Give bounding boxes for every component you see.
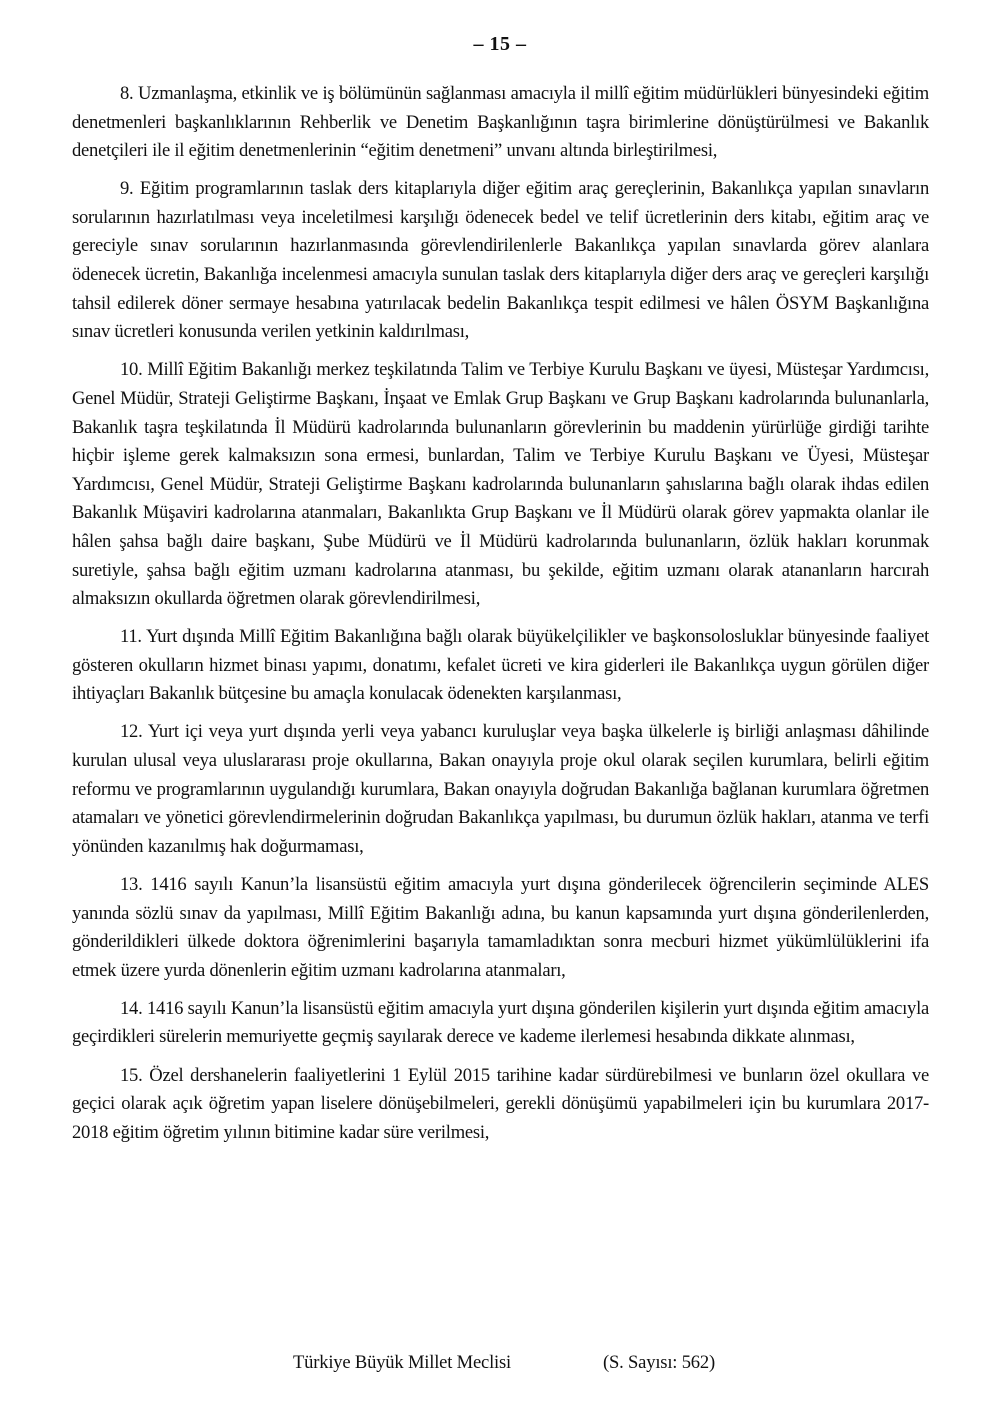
page-number: – 15 –: [473, 33, 527, 55]
paragraph-item-14: [72, 995, 929, 1052]
paragraph-item-15: [72, 1062, 929, 1148]
paragraph-text: Eğitim programlarının taslak ders kitaplarıyla diğer eğitim araç gereçlerinin, Bakanlıkça yapılan sınavların sorularının hazırlatılması veya inceletilmesi karşılığı ödenecek bedel ve telif ücretlerinin ders kitabı, eğitim araç ve gereciyle sınav sorularının hazırlanmasında görevlendirilenlerle Bakanlıkça yapılan sınavlarda görev alanlara ödenecek ücretin, Bakanlığa incelenmesi amacıyla sunulan taslak ders kitaplarıyla diğer ders araç ve gereçleri karşılığı tahsil edilerek döner sermaye hesabına yatırılacak bedelin Bakanlıkça tespit edilmesi ve hâlen ÖSYM Başkanlığına sınav ücretleri konusunda verilen yetkinin kaldırılması,: [72, 178, 929, 343]
paragraph-item-13: [72, 871, 929, 985]
paragraph-number: 9.: [120, 178, 134, 200]
paragraph-number: 15.: [120, 1064, 143, 1086]
paragraph-number: 10.: [120, 359, 143, 381]
paragraph-number: 13.: [120, 873, 143, 895]
paragraph-text: Yurt dışında Millî Eğitim Bakanlığına bağlı olarak büyükelçilikler ve başkonsolosluklar bünyesinde faaliyet gösteren okulların hizmet binası yapımı, donatımı, kefalet ücreti ve kira giderleri ile Bakanlıkça uygun görülen diğer ihtiyaçları Bakanlık bütçesine bu amaçla konulacak ödenekten karşılanması,: [72, 626, 929, 705]
paragraph-text: Uzmanlaşma, etkinlik ve iş bölümünün sağlanması amacıyla il millî eğitim müdürlükleri bünyesindeki eğitim denetmenleri başkanlıklarının Rehberlik ve Denetim Başkanlığının taşra birimlerine dönüştürülmesi ve Bakanlık denetçileri ile il eğitim denetmenlerinin “eğitim denetmeni” unvanı altında birleştirilmesi,: [72, 83, 929, 162]
paragraph-item-8: [72, 80, 929, 166]
paragraph-number: 14.: [120, 997, 143, 1019]
paragraph-number: 8.: [120, 83, 134, 104]
paragraph-item-9: [72, 175, 929, 347]
paragraph-item-10: [72, 356, 929, 613]
paragraph-text: 1416 sayılı Kanun’la lisansüstü eğitim amacıyla yurt dışına gönderilen kişilerin yurt dışında eğitim amacıyla geçirdikleri sürelerin memuriyette geçmiş sayılarak derece ve kademe ilerlemesi hesabında dikkate alınması,: [72, 997, 929, 1048]
paragraph-item-11: [72, 623, 929, 709]
paragraph-item-12: [72, 718, 929, 861]
paragraph-number: 12.: [120, 721, 143, 743]
document-body: [72, 80, 929, 1157]
paragraph-text: Yurt içi veya yurt dışında yerli veya yabancı kuruluşlar veya başka ülkelerle iş birliği anlaşması dâhilinde kurulan ulusal veya uluslararası proje okullarına, Bakan onayıyla proje okul olarak seçilen kurumlara, belirli eğitim reformu ve programlarının uygulandığı kurumlara, Bakan onayıyla doğrudan Bakanlığa bağlanan kurumlara öğretmen atamaları ve yönetici görevlendirmelerinin doğrudan Bakanlıkça yapılması, bu durumun özlük hakları, atanma ve terfi yönünden kazanılmış hak doğurmaması,: [72, 721, 929, 857]
paragraph-text: Özel dershanelerin faaliyetlerini 1 Eylül 2015 tarihine kadar sürdürebilmesi ve bunların özel okullara ve geçici olarak açık öğretim yapan liselere dönüşebilmeleri, gerekli dönüşümü yapabilmeleri için bu kurumlara 2017-2018 eğitim öğretim yılının bitimine kadar süre verilmesi,: [72, 1064, 929, 1143]
paragraph-text: Millî Eğitim Bakanlığı merkez teşkilatında Talim ve Terbiye Kurulu Başkanı ve üyesi, Müsteşar Yardımcısı, Genel Müdür, Strateji Geliştirme Başkanı, İnşaat ve Emlak Grup Başkanı ve Grup Başkanı kadrolarında bulunanlarla, Bakanlık taşra teşkilatında İl Müdürü kadrolarında bulunanların görevlerinin bu maddenin yürürlüğe girdiği tarihte hiçbir işleme gerek kalmaksızın sona ermesi, bunlardan, Talim ve Terbiye Kurulu Başkanı ve Üyesi, Müsteşar Yardımcısı, Genel Müdür, Strateji Geliştirme Başkanı kadrolarında bulunanların şahıslarına bağlı olarak ihdas edilen Bakanlık Müşaviri kadrolarına atanmaları, Bakanlıkta Grup Başkanı ve İl Müdürü olarak görev yapmakta olanlar ile hâlen şahsa bağlı daire başkanı, Şube Müdürü ve İl Müdürü kadrolarında bulunanların, özlük hakları korunmak suretiyle, şahsa bağlı eğitim uzmanı kadrolarına atanması, bu şekilde, eğitim uzmanı olarak atananların harcırah almaksızın okullarda öğretmen olarak görevlendirilmesi,: [72, 359, 929, 610]
footer-sequence-number: (S. Sayısı: 562): [603, 1352, 715, 1373]
paragraph-text: 1416 sayılı Kanun’la lisansüstü eğitim amacıyla yurt dışına gönderilecek öğrencilerin seçiminde ALES yanında sözlü sınav da yapılması, Millî Eğitim Bakanlığı adına, bu kanun kapsamında yurt dışına gönderilenlerden, gönderildikleri ülkede doktora öğrenimlerini başarıyla tamamladıktan sonra mecburi hizmet yükümlülüklerini ifa etmek üzere yurda dönenlerin eğitim uzmanı kadrolarına atanmaları,: [72, 873, 929, 981]
footer-assembly-name: Türkiye Büyük Millet Meclisi: [293, 1352, 512, 1373]
paragraph-number: 11.: [120, 626, 142, 648]
